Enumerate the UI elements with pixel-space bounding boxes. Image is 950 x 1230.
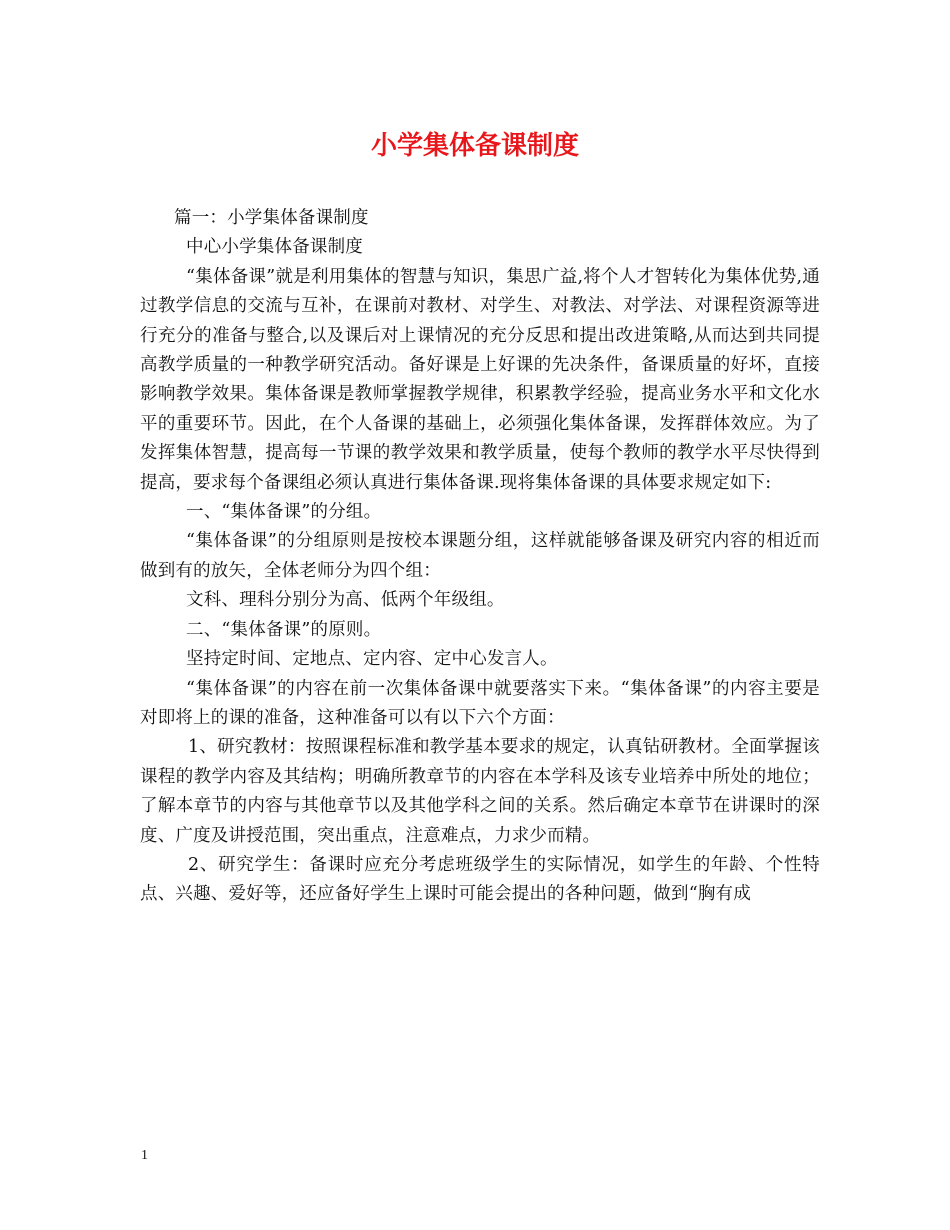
- paragraph-content-aspects: “集体备课”的内容在前一次集体备课中就要落实下来。“集体备课”的内容主要是对即将上的课的准备，这种准备可以有以下六个方面：: [140, 678, 820, 728]
- paragraph-grouping-principle: “集体备课”的分组原则是按校本课题分组，这样就能够备课及研究内容的相近而做到有的放矢，全体老师分为四个组：: [140, 531, 820, 581]
- document-body: [140, 204, 820, 910]
- paragraph-intro: “集体备课”就是利用集体的智慧与知识，集思广益,将个人才智转化为集体优势,通过教学信息的交流与互补，在课前对教材、对学生、对教法、对学法、对课程资源等进行充分的准备与整合,以及课后对上课情况的充分反思和提出改进策略,从而达到共同提高教学质量的一种教学研究活动。备好课是上好课的先决条件，备课质量的好坏，直接影响教学效果。集体备课是教师掌握教学规律，积累教学经验，提高业务水平和文化水平的重要环节。因此，在个人备课的基础上，必须强化集体备课，发挥群体效应。为了发挥集体智慧，提高每一节课的教学效果和教学质量，使每个教师的教学水平尽快得到提高，要求每个备课组必须认真进行集体备课.现将集体备课的具体要求规定如下:: [140, 266, 820, 493]
- document-title: 小学集体备课制度: [370, 131, 579, 161]
- paragraph-section-1-heading: 一、“集体备课”的分组。: [186, 502, 382, 523]
- paragraph-grouping-detail: 文科、理科分别分为高、低两个年级组。: [186, 590, 505, 611]
- paragraph-study-materials: 1、研究教材：按照课程标准和教学基本要求的规定，认真钻研教材。全面掌握该课程的教学内容及其结构；明确所教章节的内容在本学科及该专业培养中所处的地位；了解本章节的内容与其他章节以及其他学科之间的关系。然后确定本章节在讲课时的深度、广度及讲授范围，突出重点，注意难点，力求少而精。: [140, 737, 820, 846]
- paragraph-section-2-heading: 二、“集体备课”的原则。: [186, 619, 382, 640]
- paragraph-principles: 坚持定时间、定地点、定内容、定中心发言人。: [186, 649, 558, 670]
- page-number: 1: [141, 1148, 148, 1163]
- paragraph-subtitle: 中心小学集体备课制度: [186, 237, 363, 258]
- paragraph-study-students: 2、研究学生：备课时应充分考虑班级学生的实际情况，如学生的年龄、个性特点、兴趣、爱好等，还应备好学生上课时可能会提出的各种问题，做到“胸有成: [140, 854, 820, 905]
- paragraph-chapter-heading: 篇一：小学集体备课制度: [174, 208, 369, 228]
